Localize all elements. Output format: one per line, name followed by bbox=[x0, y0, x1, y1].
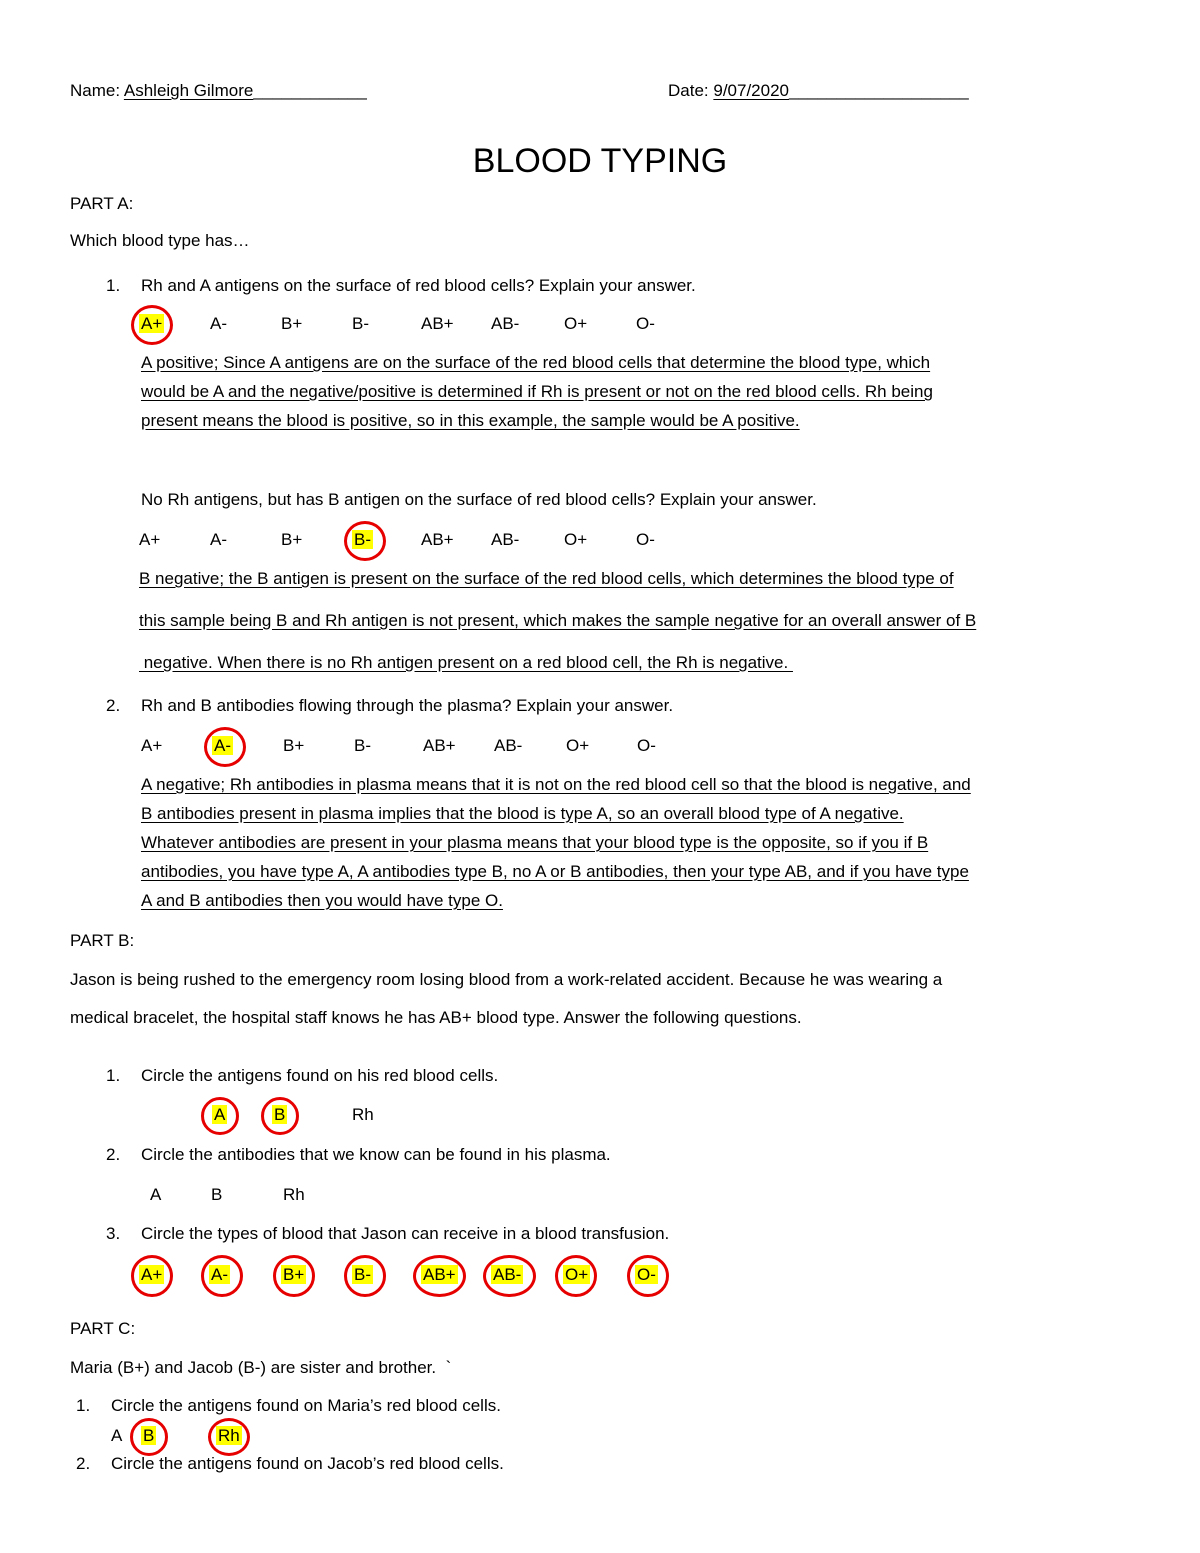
selection-circle bbox=[201, 1255, 243, 1297]
part-a-q1-answer-line: A positive; Since A antigens are on the surface of the red blood cells that determine the blood type, which bbox=[141, 353, 931, 372]
option-a-neg[interactable]: A- bbox=[210, 530, 227, 549]
option-a-pos[interactable]: A+ bbox=[141, 736, 163, 755]
option-ab-pos[interactable]: AB+ bbox=[423, 736, 456, 755]
option-o-pos[interactable]: O+ bbox=[566, 736, 590, 755]
selection-circle bbox=[208, 1418, 250, 1456]
part-a-q1b-answer-line: B negative; the B antigen is present on the surface of the red blood cells, which determines the blood type of bbox=[139, 569, 954, 588]
part-a-q2-answer-line: B antibodies present in plasma implies that the blood is type A, so an overall blood type of A negative. bbox=[141, 804, 904, 823]
part-b-heading: PART B: bbox=[70, 931, 135, 950]
part-a-q1b-answer-line: negative. When there is no Rh antigen present on a red blood cell, the Rh is negative. bbox=[139, 653, 793, 672]
date-field bbox=[668, 80, 969, 102]
option-b-neg[interactable]: B- bbox=[352, 314, 369, 333]
part-a-q1-number: 1. bbox=[106, 276, 121, 295]
option-ab-neg[interactable]: AB- bbox=[491, 530, 520, 549]
selection-circle bbox=[204, 727, 246, 767]
part-a-intro: Which blood type has… bbox=[70, 231, 250, 250]
selection-circle bbox=[201, 1097, 239, 1135]
option-ab-neg[interactable]: AB- bbox=[493, 1265, 522, 1284]
option-o-neg[interactable]: O- bbox=[636, 314, 655, 333]
selection-circle bbox=[131, 305, 173, 345]
part-c-q1-number: 1. bbox=[76, 1396, 91, 1415]
selection-circle bbox=[555, 1255, 597, 1297]
option-o-pos[interactable]: O+ bbox=[564, 530, 588, 549]
option-a[interactable]: A bbox=[150, 1185, 162, 1204]
part-a-q2-number: 2. bbox=[106, 696, 121, 715]
part-a-q1-answer-line: would be A and the negative/positive is determined if Rh is present or not on the red blood cells. Rh being bbox=[141, 382, 933, 401]
selection-circle bbox=[130, 1418, 168, 1456]
part-a-q2-answer-line: antibodies, you have type A, A antibodies type B, no A or B antibodies, then your type AB, and if you have type bbox=[141, 862, 969, 881]
option-a-neg[interactable]: A- bbox=[211, 1265, 228, 1284]
part-a-q2-answer-line: A and B antibodies then you would have type O. bbox=[141, 891, 503, 910]
page-title: BLOOD TYPING bbox=[472, 142, 728, 180]
option-b-pos[interactable]: B+ bbox=[281, 530, 303, 549]
name-label: Name: bbox=[70, 81, 121, 100]
option-a-neg[interactable]: A- bbox=[214, 736, 231, 755]
date-value: 9/07/2020 bbox=[713, 81, 790, 100]
part-c-q1-text: Circle the antigens found on Maria’s red blood cells. bbox=[111, 1396, 501, 1415]
option-o-neg[interactable]: O- bbox=[637, 1265, 656, 1284]
date-blank: ___________________ bbox=[789, 81, 969, 100]
part-b-q3-number: 3. bbox=[106, 1224, 121, 1243]
option-o-pos[interactable]: O+ bbox=[564, 314, 588, 333]
part-a-heading: PART A: bbox=[70, 194, 134, 213]
selection-circle bbox=[627, 1255, 669, 1297]
part-b-intro-line: medical bracelet, the hospital staff knows he has AB+ blood type. Answer the following questions. bbox=[70, 1008, 802, 1027]
option-b[interactable]: B bbox=[274, 1105, 286, 1124]
selection-circle bbox=[344, 521, 386, 561]
selection-circle bbox=[131, 1255, 173, 1297]
part-a-q1-answer-line: present means the blood is positive, so in this example, the sample would be A positive. bbox=[141, 411, 800, 430]
option-b-neg[interactable]: B- bbox=[354, 1265, 371, 1284]
option-o-neg[interactable]: O- bbox=[637, 736, 656, 755]
selection-circle bbox=[483, 1255, 536, 1297]
part-a-q2-answer-line: A negative; Rh antibodies in plasma means that it is not on the red blood cell so that the blood is negative, and bbox=[141, 775, 971, 794]
option-ab-neg[interactable]: AB- bbox=[491, 314, 520, 333]
name-blank: ____________ bbox=[253, 81, 367, 100]
selection-circle bbox=[344, 1255, 386, 1297]
part-b-q2-number: 2. bbox=[106, 1145, 121, 1164]
part-c-q2-number: 2. bbox=[76, 1454, 91, 1473]
option-b[interactable]: B bbox=[143, 1426, 155, 1445]
option-ab-neg[interactable]: AB- bbox=[494, 736, 523, 755]
option-o-pos[interactable]: O+ bbox=[565, 1265, 589, 1284]
option-b-pos[interactable]: B+ bbox=[281, 314, 303, 333]
option-b[interactable]: B bbox=[211, 1185, 223, 1204]
option-ab-pos[interactable]: AB+ bbox=[421, 530, 454, 549]
part-a-q1b-text: No Rh antigens, but has B antigen on the surface of red blood cells? Explain your answer. bbox=[141, 490, 817, 509]
part-a-q1-text: Rh and A antigens on the surface of red blood cells? Explain your answer. bbox=[141, 276, 696, 295]
option-b-neg[interactable]: B- bbox=[354, 530, 371, 549]
option-a-pos[interactable]: A+ bbox=[141, 1265, 163, 1284]
part-b-intro-line: Jason is being rushed to the emergency room losing blood from a work-related accident. Because he was wearing a bbox=[70, 970, 943, 989]
option-a[interactable]: A bbox=[111, 1426, 123, 1445]
option-a-neg[interactable]: A- bbox=[210, 314, 227, 333]
date-label: Date: bbox=[668, 81, 709, 100]
selection-circle bbox=[261, 1097, 299, 1135]
part-c-heading: PART C: bbox=[70, 1319, 136, 1338]
part-b-q1-text: Circle the antigens found on his red blood cells. bbox=[141, 1066, 499, 1085]
option-rh[interactable]: Rh bbox=[352, 1105, 374, 1124]
part-b-q2-text: Circle the antibodies that we know can be found in his plasma. bbox=[141, 1145, 611, 1164]
part-a-q1b-answer-line: this sample being B and Rh antigen is not present, which makes the sample negative for an overall answer of B bbox=[139, 611, 977, 630]
option-a-pos[interactable]: A+ bbox=[141, 314, 163, 333]
selection-circle bbox=[413, 1255, 466, 1297]
option-b-pos[interactable]: B+ bbox=[283, 736, 305, 755]
name-field bbox=[70, 80, 367, 102]
option-rh[interactable]: Rh bbox=[283, 1185, 305, 1204]
option-rh[interactable]: Rh bbox=[218, 1426, 240, 1445]
option-ab-pos[interactable]: AB+ bbox=[421, 314, 454, 333]
part-b-q3-text: Circle the types of blood that Jason can receive in a blood transfusion. bbox=[141, 1224, 670, 1243]
part-a-q2-text: Rh and B antibodies flowing through the plasma? Explain your answer. bbox=[141, 696, 674, 715]
part-c-intro: Maria (B+) and Jacob (B-) are sister and brother. ` bbox=[70, 1358, 452, 1377]
option-b-neg[interactable]: B- bbox=[354, 736, 371, 755]
part-a-q2-answer-line: Whatever antibodies are present in your plasma means that your blood type is the opposite, so if you if B bbox=[141, 833, 929, 852]
part-c-q2-text: Circle the antigens found on Jacob’s red blood cells. bbox=[111, 1454, 504, 1473]
option-b-pos[interactable]: B+ bbox=[283, 1265, 305, 1284]
option-a-pos[interactable]: A+ bbox=[139, 530, 161, 549]
part-b-q1-number: 1. bbox=[106, 1066, 121, 1085]
option-ab-pos[interactable]: AB+ bbox=[423, 1265, 456, 1284]
name-value: Ashleigh Gilmore bbox=[123, 81, 254, 100]
option-a[interactable]: A bbox=[214, 1105, 226, 1124]
selection-circle bbox=[273, 1255, 315, 1297]
option-o-neg[interactable]: O- bbox=[636, 530, 655, 549]
